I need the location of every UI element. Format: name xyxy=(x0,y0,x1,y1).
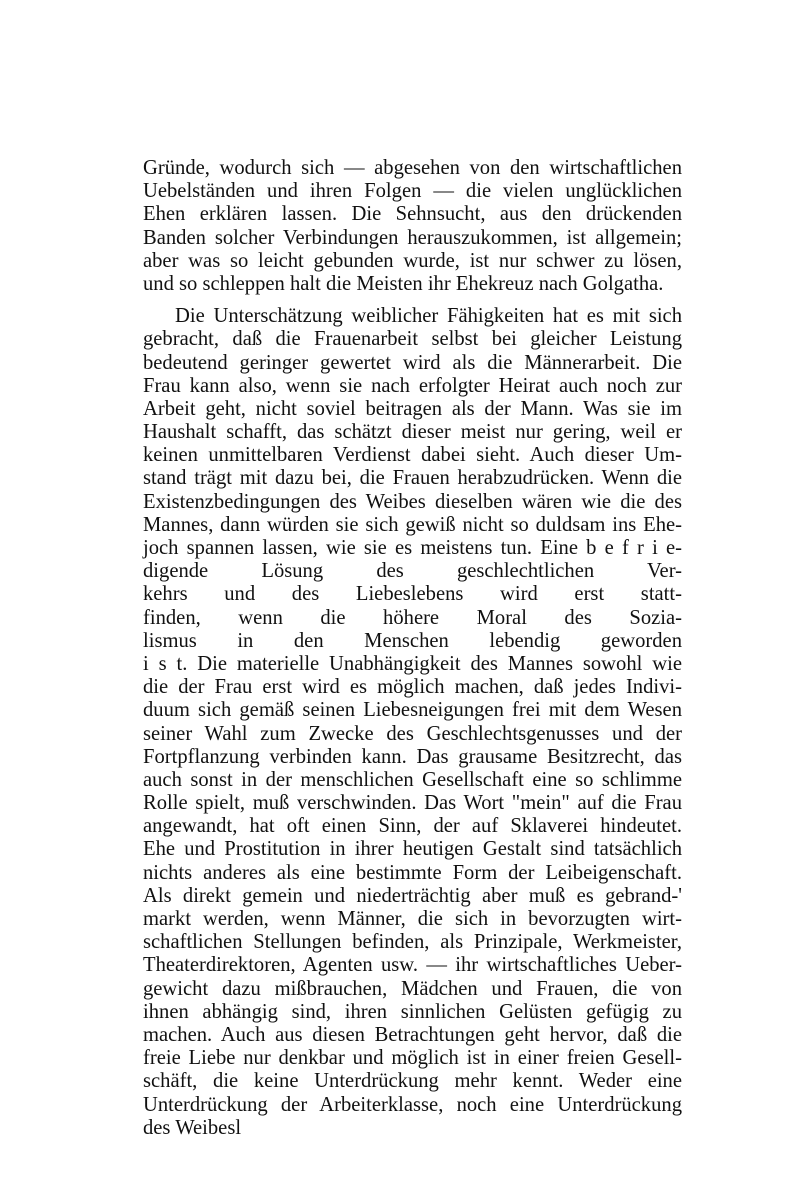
text-line: Theaterdirektoren, Agenten usw. — ihr wirtschaftliches Ueber- xyxy=(143,954,682,977)
text-line: stand trägt mit dazu bei, die Frauen herabzudrücken. Wenn die xyxy=(143,467,682,490)
text-line: aber was so leicht gebunden wurde, ist nur schwer zu lösen, xyxy=(143,249,682,272)
text-line: Fortpflanzung verbinden kann. Das grausame Besitzrecht, das xyxy=(143,745,682,768)
text-line: lismus in den Menschen lebendig geworden xyxy=(143,629,682,652)
text-line: joch spannen lassen, wie sie es meistens tun. Eine b e f r i e- xyxy=(143,537,682,559)
paragraph-2 xyxy=(143,305,682,1140)
text-line: gebracht, daß die Frauenarbeit selbst bei gleicher Leistung xyxy=(143,328,682,351)
text-line: duum sich gemäß seinen Liebesneigungen frei mit dem Wesen xyxy=(143,699,682,722)
text-line: Als direkt gemein und niederträchtig aber muß es gebrand-' xyxy=(143,884,682,907)
body-text xyxy=(143,157,682,1140)
text-line: bedeutend geringer gewertet wird als die Männerarbeit. Die xyxy=(143,351,682,374)
text-line: ihnen abhängig sind, ihren sinnlichen Gelüsten gefügig zu xyxy=(143,1000,682,1023)
text-line: und so schleppen halt die Meisten ihr Ehekreuz nach Golgatha. xyxy=(143,272,664,295)
text-line: auch sonst in der menschlichen Gesellschaft eine so schlimme xyxy=(143,768,682,791)
text-line: Banden solcher Verbindungen herauszukommen, ist allgemein; xyxy=(143,226,682,249)
text-line: kehrs und des Liebeslebens wird erst statt- xyxy=(143,583,682,606)
text-line: schäft, die keine Unterdrückung mehr kennt. Weder eine xyxy=(143,1070,682,1093)
text-line: markt werden, wenn Männer, die sich in bevorzugten wirt- xyxy=(143,908,682,930)
text-line: die der Frau erst wird es möglich machen, daß jedes Indivi- xyxy=(143,676,682,699)
text-line: schaftlichen Stellungen befinden, als Prinzipale, Werkmeister, xyxy=(143,931,682,954)
text-line: Uebelständen und ihren Folgen — die vielen unglücklichen xyxy=(143,180,682,203)
text-line: Die Unterschätzung weiblicher Fähigkeiten hat es mit sich xyxy=(175,305,682,328)
text-line: Haushalt schafft, das schätzt dieser meist nur gering, weil er xyxy=(143,421,682,444)
paragraph-1 xyxy=(143,157,682,296)
text-line: des Weibesl xyxy=(143,1116,242,1139)
text-line: machen. Auch aus diesen Betrachtungen geht hervor, daß die xyxy=(143,1023,682,1046)
text-line: nichts anderes als eine bestimmte Form der Leibeigenschaft. xyxy=(143,861,682,884)
text-line: Ehen erklären lassen. Die Sehnsucht, aus den drückenden xyxy=(143,203,682,226)
text-line: digende Lösung des geschlechtlichen Ver- xyxy=(143,560,682,583)
text-line: Rolle spielt, muß verschwinden. Das Wort "mein" auf die Frau xyxy=(143,792,682,815)
text-line: i s t. Die materielle Unabhängigkeit des Mannes sowohl wie xyxy=(143,652,682,675)
text-line: Existenzbedingungen des Weibes dieselben wären wie die des xyxy=(143,490,682,513)
text-line: seiner Wahl zum Zwecke des Geschlechtsgenusses und der xyxy=(143,722,682,745)
text-line: gewicht dazu mißbrauchen, Mädchen und Frauen, die von xyxy=(143,977,682,1000)
text-line: Unterdrückung der Arbeiterklasse, noch eine Unterdrückung xyxy=(143,1093,682,1116)
text-line: Mannes, dann würden sie sich gewiß nicht so duldsam ins Ehe- xyxy=(143,513,682,536)
text-line: Frau kann also, wenn sie nach erfolgter Heirat auch noch zur xyxy=(143,374,682,397)
text-line: Gründe, wodurch sich — abgesehen von den wirtschaftlichen xyxy=(143,157,682,179)
text-line: finden, wenn die höhere Moral des Sozia- xyxy=(143,606,682,629)
text-line: keinen unmittelbaren Verdienst dabei sieht. Auch dieser Um- xyxy=(143,444,682,467)
text-line: freie Liebe nur denkbar und möglich ist in einer freien Gesell- xyxy=(143,1047,682,1070)
text-line: Ehe und Prostitution in ihrer heutigen Gestalt sind tatsächlich xyxy=(143,838,682,861)
text-line: angewandt, hat oft einen Sinn, der auf Sklaverei hindeutet. xyxy=(143,815,682,838)
text-line: Arbeit geht, nicht soviel beitragen als der Mann. Was sie im xyxy=(143,397,682,420)
